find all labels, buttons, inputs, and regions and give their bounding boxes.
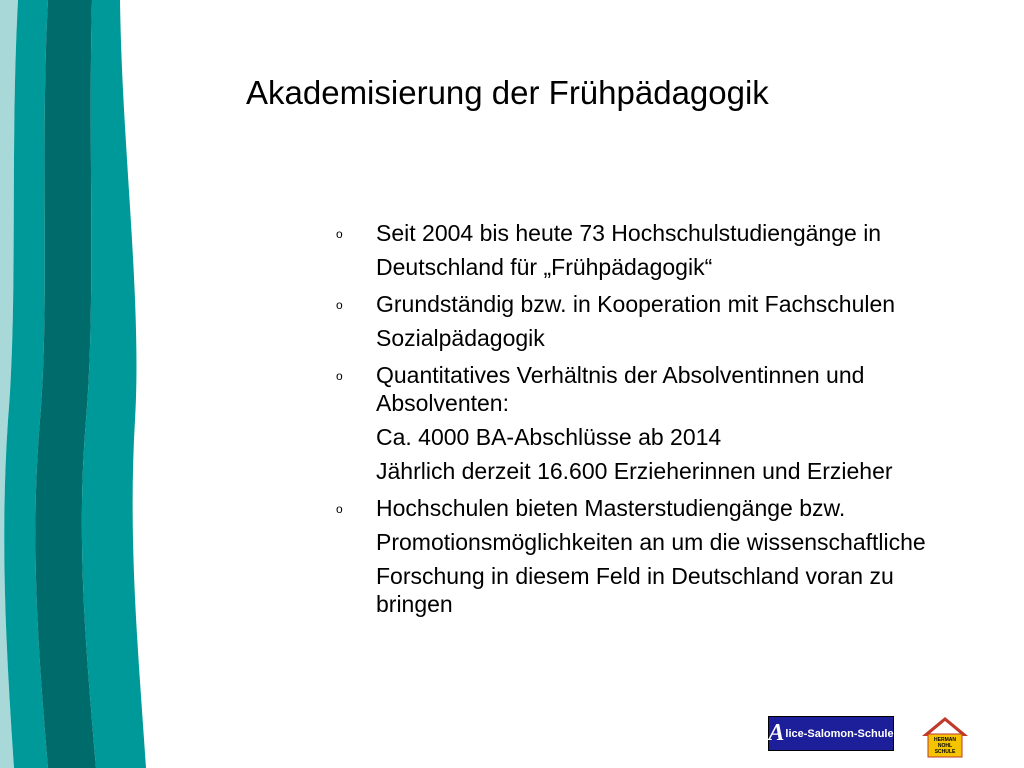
logo-text: lice-Salomon-Schule [785,727,894,740]
bullet-item [336,361,956,485]
bullet-subtext: Sozialpädagogik [376,325,545,351]
bullet-subtext: Ca. 4000 BA-Abschlüsse ab 2014 [376,424,722,450]
bullet-marker: o [336,298,343,312]
herman-nohl-schule-logo [920,716,970,758]
bullet-subtext: Jährlich derzeit 16.600 Erzieherinnen und Erzieher [376,458,893,484]
bullet-text: Hochschulen bieten Masterstudiengänge bzw. [376,495,846,521]
logo-line: NOHL [937,743,953,749]
bullet-item [336,494,956,618]
slide-title: Akademisierung der Frühpädagogik [246,74,769,111]
bullet-marker: o [336,502,343,516]
bullet-text: Grundständig bzw. in Kooperation mit Fachschulen [376,291,896,317]
bullet-text: Quantitatives Verhältnis der Absolventinnen und Absolventen: [376,362,865,416]
bullet-list [336,219,956,627]
bullet-item [336,219,956,281]
bullet-marker: o [336,227,343,241]
logo-line: SCHULE [934,749,956,755]
bullet-item [336,290,956,352]
bullet-text: Seit 2004 bis heute 73 Hochschulstudiengänge in [376,220,882,246]
alice-salomon-schule-logo [768,716,894,751]
logo-initial: A [768,720,785,746]
bullet-subtext: Promotionsmöglichkeiten an um die wissenschaftliche [376,529,926,555]
bullet-subtext: Forschung in diesem Feld in Deutschland voran zu bringen [376,563,894,617]
wave-band-mid-right [82,0,146,768]
bullet-marker: o [336,369,343,383]
logo-roof [922,717,968,736]
decorative-wave-bands [0,0,180,768]
bullet-subtext: Deutschland für „Frühpädagogik“ [376,254,713,280]
logo-line: HERMAN [934,737,956,743]
